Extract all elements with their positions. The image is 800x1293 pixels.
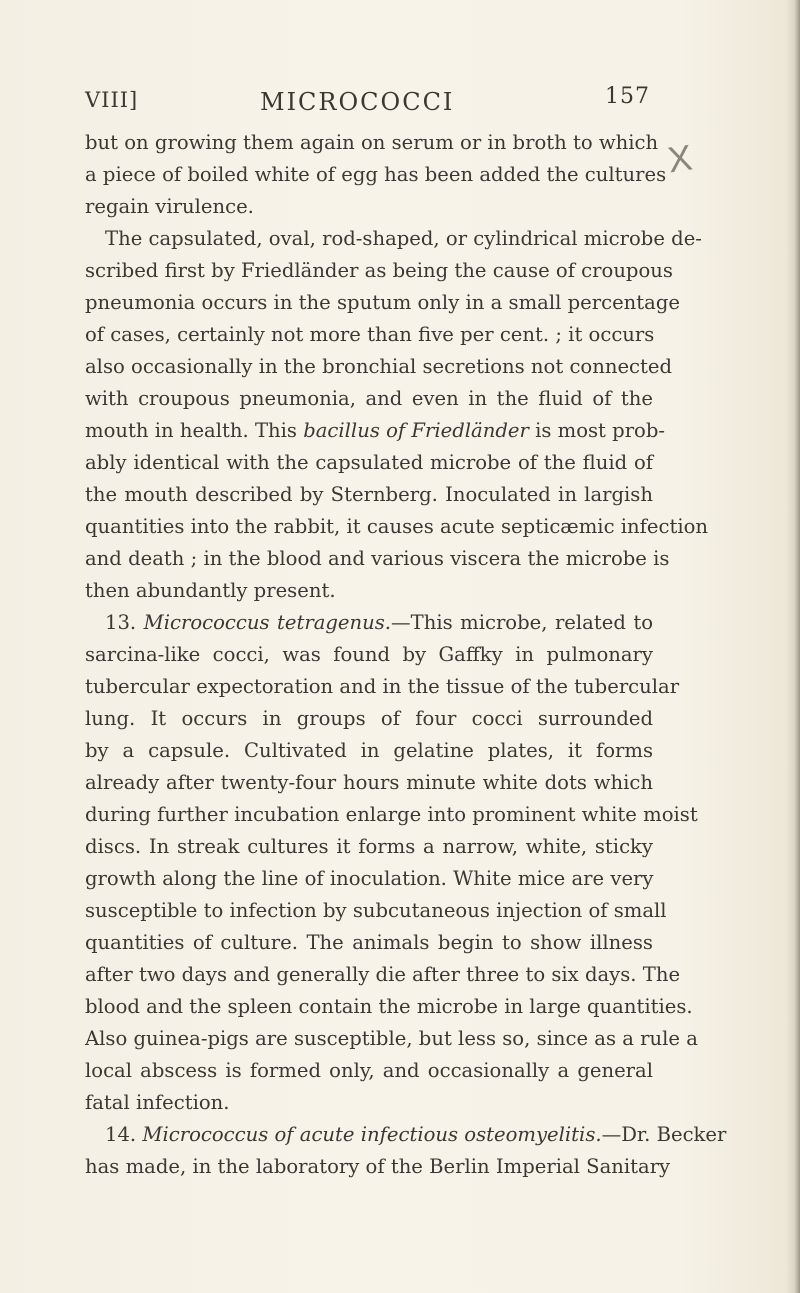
text-line: blood and the spleen contain the microbe in large quantities. bbox=[85, 995, 693, 1018]
text-line: lung. It occurs in groups of four cocci surrounded bbox=[85, 707, 653, 730]
text-line: and death ; in the blood and various viscera the microbe is bbox=[85, 547, 670, 570]
text-line: fatal infection. bbox=[85, 1091, 230, 1114]
text-line: scribed first by Friedländer as being the cause of croupous bbox=[85, 259, 673, 282]
text-line: tubercular expectoration and in the tissue of the tubercular bbox=[85, 675, 680, 698]
text-line bbox=[85, 415, 666, 447]
text-line: discs. In streak cultures it forms a narrow, white, sticky bbox=[85, 835, 653, 858]
text-run: This bbox=[254, 419, 297, 442]
text-line: the mouth described by Sternberg. Inoculated in largish bbox=[85, 483, 653, 506]
species-name: bacillus of Friedländer bbox=[303, 419, 529, 442]
section-heading: Micrococcus of acute infectious osteomyelitis. bbox=[142, 1123, 602, 1146]
text-line: pneumonia occurs in the sputum only in a small percentage bbox=[85, 291, 680, 314]
text-line bbox=[85, 607, 653, 639]
text-line: sarcina-like cocci, was found by Gaffky in pulmonary bbox=[85, 643, 653, 666]
section-number: 14. bbox=[105, 1123, 137, 1146]
text-line: a piece of boiled white of egg has been added the cultures bbox=[85, 163, 667, 186]
text-line bbox=[85, 1119, 727, 1151]
text-line: but on growing them again on serum or in broth to which bbox=[85, 131, 659, 154]
text-line: regain virulence. bbox=[85, 195, 254, 218]
text-line: then abundantly present. bbox=[85, 579, 336, 602]
text-line: susceptible to infection by subcutaneous injection of small bbox=[85, 899, 667, 922]
text-line: Also guinea-pigs are susceptible, but less so, since as a rule a bbox=[85, 1027, 698, 1050]
text-line: already after twenty-four hours minute white dots which bbox=[85, 771, 653, 794]
text-run: —Dr. Becker bbox=[601, 1123, 727, 1146]
text-line: quantities of culture. The animals begin to show illness bbox=[85, 931, 653, 954]
text-line: after two days and generally die after three to six days. The bbox=[85, 963, 681, 986]
running-header bbox=[85, 84, 650, 124]
text-line: during further incubation enlarge into prominent white moist bbox=[85, 803, 698, 826]
text-line: has made, in the laboratory of the Berlin Imperial Sanitary bbox=[85, 1155, 671, 1178]
page-number: 157 bbox=[605, 84, 650, 109]
text-line: The capsulated, oval, rod-shaped, or cylindrical microbe de- bbox=[105, 227, 702, 250]
text-line: growth along the line of inoculation. White mice are very bbox=[85, 867, 654, 890]
text-line: by a capsule. Cultivated in gelatine plates, it forms bbox=[85, 739, 653, 762]
margin-pencil-mark: X bbox=[665, 136, 695, 181]
text-line: ably identical with the capsulated microbe of the fluid of bbox=[85, 451, 653, 474]
text-run: mouth in health. bbox=[85, 419, 249, 442]
section-heading: Micrococcus tetragenus. bbox=[143, 611, 392, 634]
body-text bbox=[85, 127, 727, 1183]
page-edge-shadow bbox=[786, 0, 800, 1293]
text-run: —This microbe, related to bbox=[391, 611, 654, 634]
text-line: also occasionally in the bronchial secretions not connected bbox=[85, 355, 673, 378]
text-line: with croupous pneumonia, and even in the fluid of the bbox=[85, 387, 653, 410]
text-run: is most prob- bbox=[535, 419, 666, 442]
text-line: local abscess is formed only, and occasionally a general bbox=[85, 1059, 653, 1082]
section-number: 13. bbox=[105, 611, 137, 634]
text-line: quantities into the rabbit, it causes acute septicæmic infection bbox=[85, 515, 709, 538]
chapter-number: VIII] bbox=[85, 88, 139, 112]
text-line: of cases, certainly not more than five per cent. ; it occurs bbox=[85, 323, 655, 346]
running-title: MICROCOCCI bbox=[260, 88, 455, 116]
